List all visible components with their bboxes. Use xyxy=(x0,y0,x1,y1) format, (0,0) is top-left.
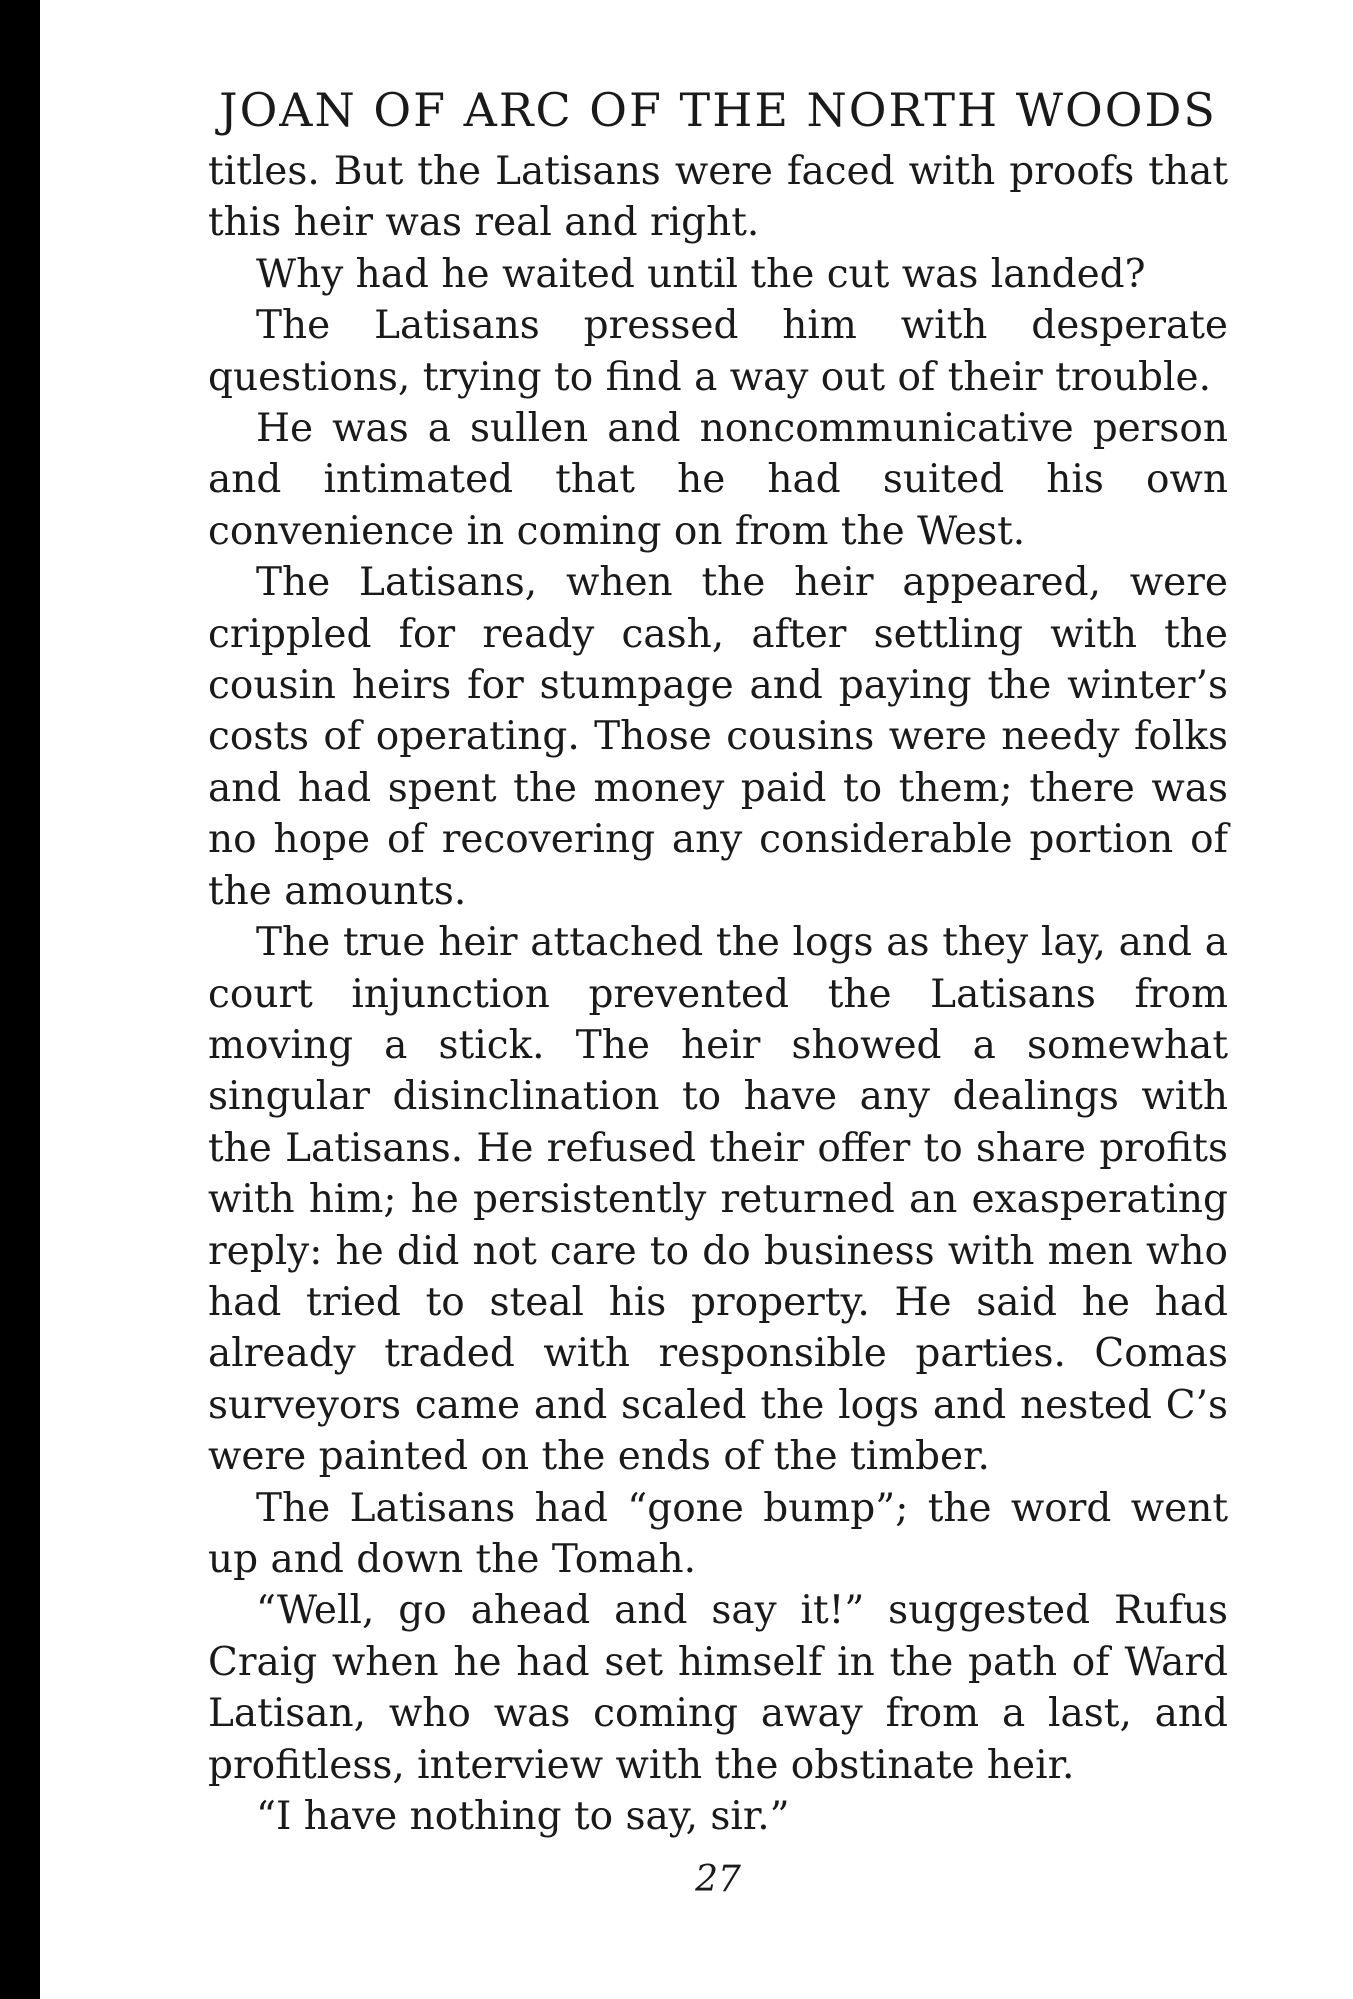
page-number: 27 xyxy=(695,1859,741,1901)
book-spine-edge xyxy=(0,0,40,1999)
paragraph: The Latisans, when the heir appeared, were crippled for ready cash, after settling with the cousin heirs for stumpage and paying the winter’s costs of operating. Those cousins were needy folks and had spent the money paid to them; there was no hope of recovering any considerable portion of the amounts. xyxy=(208,560,1228,914)
paragraph: “I have nothing to say, sir.” xyxy=(256,1794,790,1839)
paragraph: The Latisans pressed him with desperate questions, trying to find a way out of their trouble. xyxy=(208,303,1228,400)
paragraph: The true heir attached the logs as they lay, and a court injunction prevented the Latisans from moving a stick. The heir showed a somewhat singular disinclination to have any dealings with the Latisans. He refused their offer to share profits with him; he persistently returned an exasperating reply: he did not care to do business with men who had tried to steal his property. He said he had already traded with responsible parties. Comas surveyors came and scaled the logs and nested C’s were painted on the ends of the timber. xyxy=(208,920,1228,1480)
paragraph: The Latisans had “gone bump”; the word went up and down the Tomah. xyxy=(208,1485,1228,1582)
paragraph: He was a sullen and noncommunicative person and intimated that he had suited his own convenience in coming on from the West. xyxy=(208,406,1228,554)
running-head: JOAN OF ARC OF THE NORTH WOODS xyxy=(219,83,1217,137)
book-page xyxy=(208,80,1228,1904)
paragraph: titles. But the Latisans were faced with proofs that this heir was real and right. xyxy=(208,149,1228,246)
paragraph: “Well, go ahead and say it!” suggested Rufus Craig when he had set himself in the path of Ward Latisan, who was coming away from a last, and profitless, interview with the obstinate heir. xyxy=(208,1588,1228,1788)
paragraph: Why had he waited until the cut was landed? xyxy=(256,251,1146,297)
body-text xyxy=(208,146,1228,1842)
